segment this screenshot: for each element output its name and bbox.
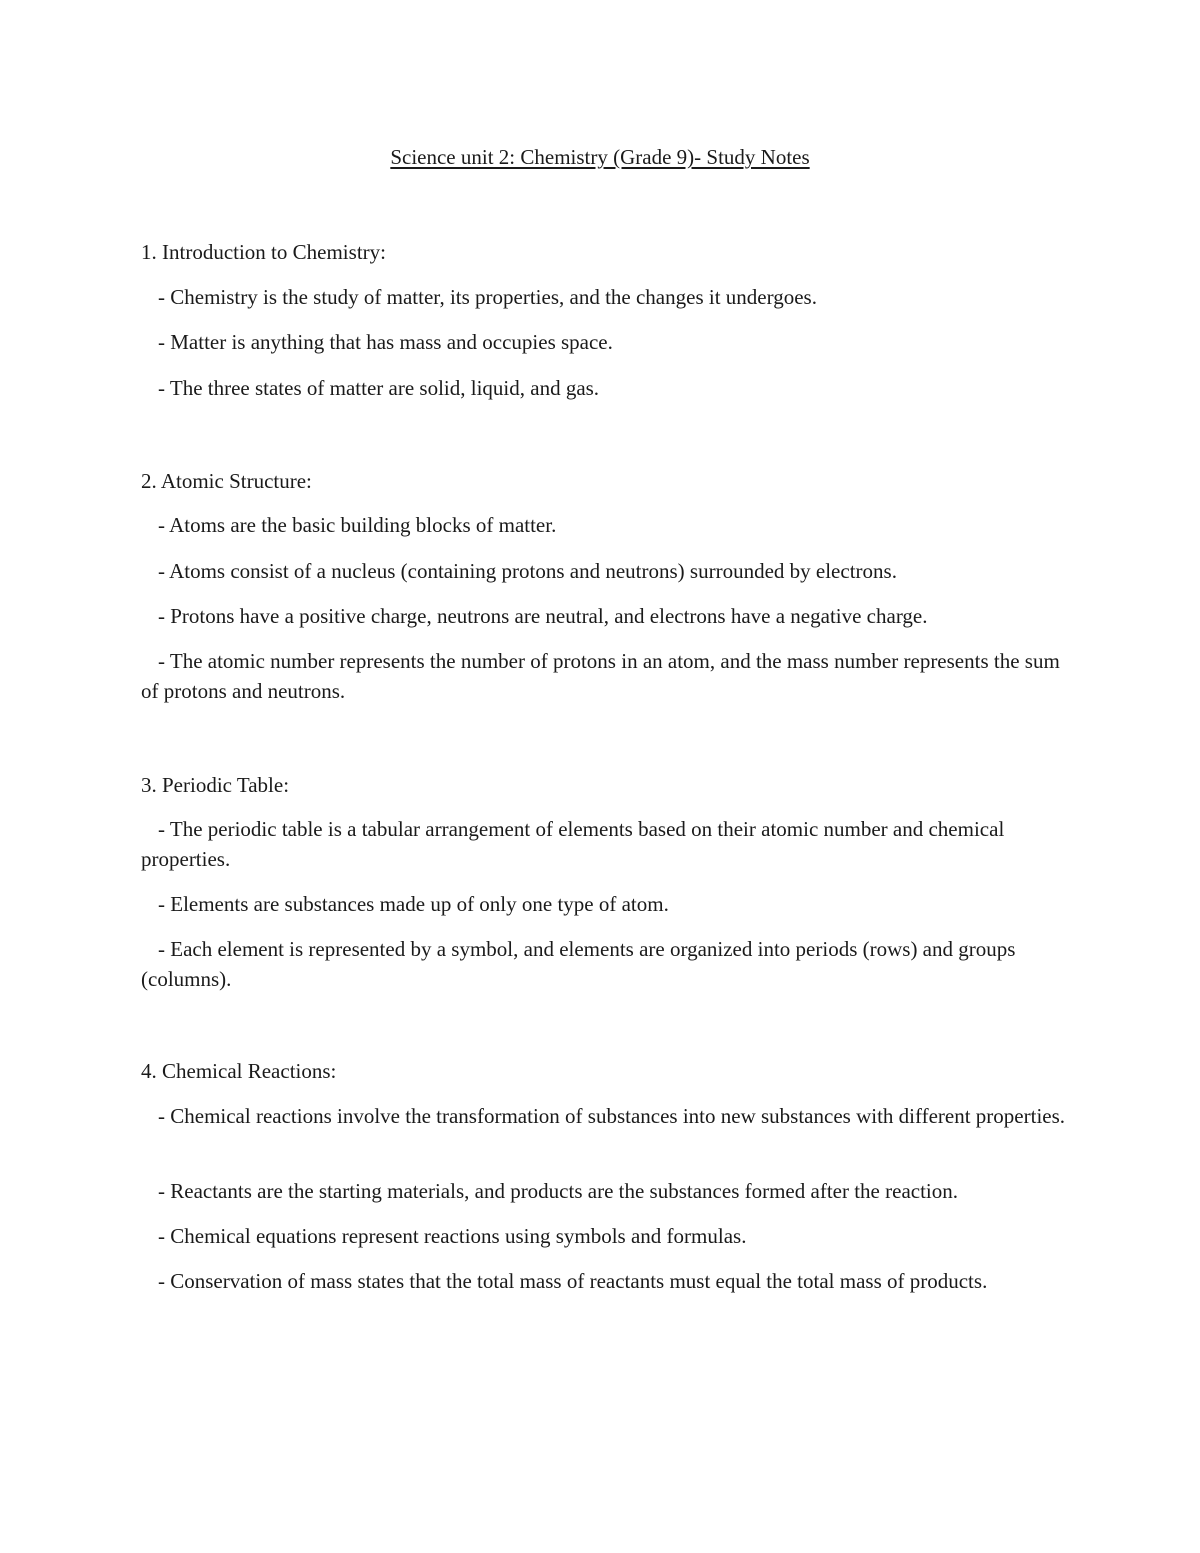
bullet-item: - Atoms consist of a nucleus (containing protons and neutrons) surrounded by electrons. xyxy=(158,559,897,583)
bullet-item: - Protons have a positive charge, neutrons are neutral, and electrons have a negative charge. xyxy=(158,604,928,628)
section-heading-introduction: 1. Introduction to Chemistry: xyxy=(141,240,386,264)
bullet-item: - Matter is anything that has mass and occupies space. xyxy=(158,330,613,354)
bullet-item: - Chemical equations represent reactions using symbols and formulas. xyxy=(158,1224,747,1248)
bullet-item: - The atomic number represents the number of protons in an atom, and the mass number represents the sum of protons and neutrons. xyxy=(141,649,1060,703)
bullet-item: - Each element is represented by a symbol, and elements are organized into periods (rows) and groups (columns). xyxy=(141,937,1016,991)
bullet-item: - The three states of matter are solid, liquid, and gas. xyxy=(158,376,600,400)
bullet-item: - Chemical reactions involve the transformation of substances into new substances with different properties. xyxy=(158,1104,1066,1128)
bullet-item: - Conservation of mass states that the total mass of reactants must equal the total mass of products. xyxy=(158,1269,988,1293)
section-heading-atomic-structure: 2. Atomic Structure: xyxy=(141,469,312,493)
document-title: Science unit 2: Chemistry (Grade 9)- Study Notes xyxy=(390,145,810,169)
section-heading-periodic-table: 3. Periodic Table: xyxy=(141,773,290,797)
bullet-item: - Atoms are the basic building blocks of matter. xyxy=(158,513,557,537)
section-heading-chemical-reactions: 4. Chemical Reactions: xyxy=(141,1059,337,1083)
bullet-item: - Chemistry is the study of matter, its properties, and the changes it undergoes. xyxy=(158,285,817,309)
bullet-item: - The periodic table is a tabular arrangement of elements based on their atomic number and chemical properties. xyxy=(141,817,1005,871)
bullet-item: - Elements are substances made up of only one type of atom. xyxy=(158,892,669,916)
bullet-item: - Reactants are the starting materials, and products are the substances formed after the reaction. xyxy=(158,1179,958,1203)
